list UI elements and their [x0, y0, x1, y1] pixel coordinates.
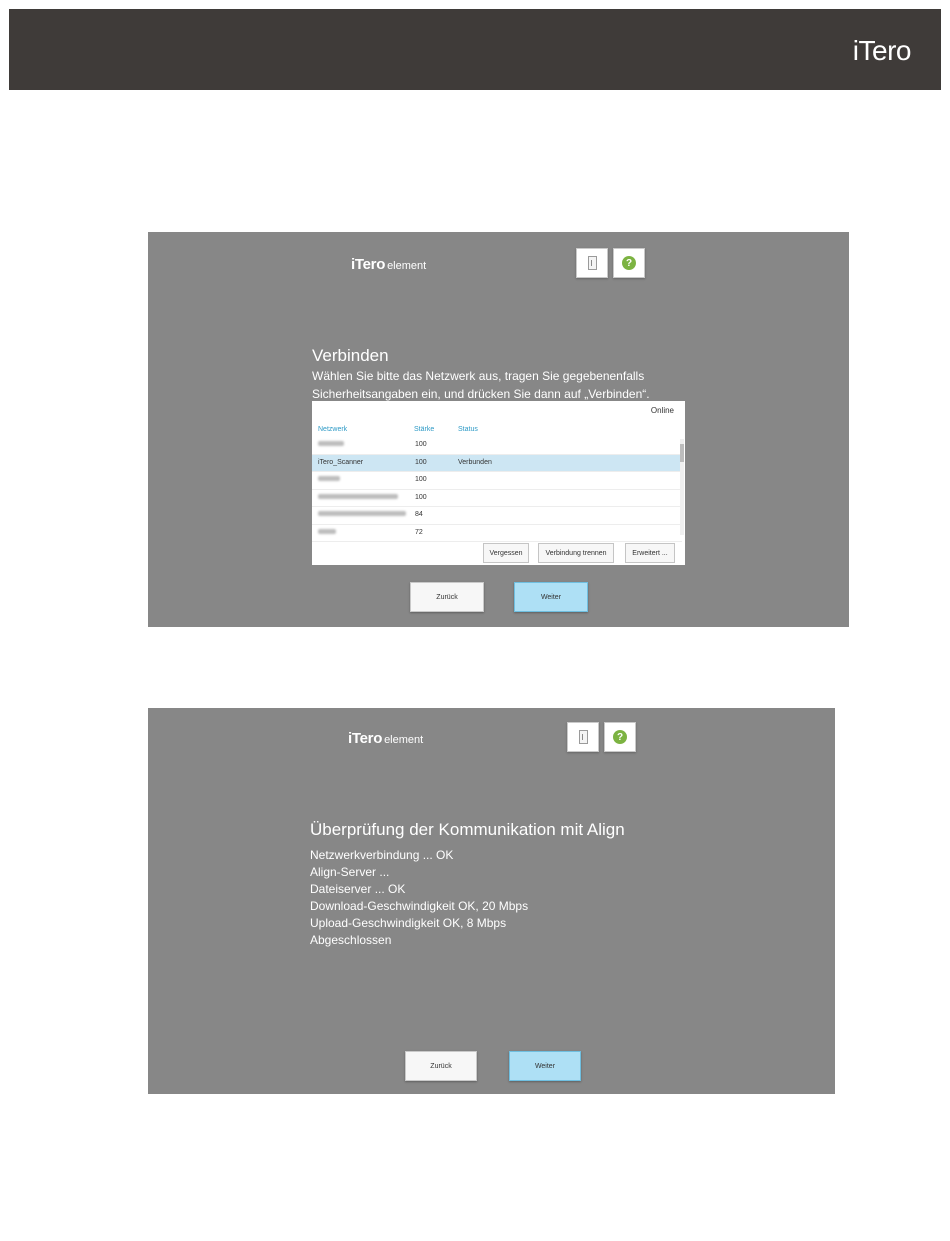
- header-bar: [9, 9, 941, 90]
- network-strength: 100: [415, 458, 427, 466]
- communication-check-screen: [148, 708, 835, 1094]
- scanner-button[interactable]: [576, 248, 608, 278]
- instruction-text: [312, 367, 650, 403]
- help-button[interactable]: [604, 722, 636, 752]
- scrollbar-thumb[interactable]: [680, 444, 684, 462]
- page-title: Überprüfung der Kommunikation mit Align: [310, 820, 625, 839]
- network-panel: [312, 401, 685, 565]
- forget-button[interactable]: Vergessen: [483, 543, 529, 563]
- network-name: iTero_Scanner: [318, 458, 364, 466]
- network-row[interactable]: [312, 507, 682, 525]
- back-button[interactable]: Zurück: [405, 1051, 477, 1081]
- network-strength: 72: [415, 528, 423, 536]
- network-row[interactable]: [312, 490, 682, 508]
- brand-sub: element: [387, 260, 427, 272]
- network-row[interactable]: [312, 472, 682, 490]
- brand-logo: [348, 730, 423, 748]
- network-strength: 100: [415, 476, 427, 483]
- network-row-selected[interactable]: [312, 455, 682, 473]
- scanner-icon: [588, 256, 597, 270]
- scanner-icon: [579, 730, 588, 744]
- network-name-blurred: [318, 476, 340, 481]
- instruction-line-2: Sicherheitsangaben ein, und drücken Sie dann auf „Verbinden“.: [312, 387, 650, 401]
- check-line: Dateiserver ... OK: [310, 882, 406, 896]
- network-table: [312, 437, 682, 542]
- check-line: Align-Server ...: [310, 865, 390, 879]
- connect-screen: [148, 232, 849, 627]
- check-line: Upload-Geschwindigkeit OK, 8 Mbps: [310, 916, 507, 930]
- network-status: Verbunden: [458, 458, 492, 466]
- next-button[interactable]: Weiter: [514, 582, 588, 612]
- check-line: Netzwerkverbindung ... OK: [310, 848, 454, 862]
- connection-status: Online: [650, 406, 674, 415]
- table-scrollbar[interactable]: [680, 439, 684, 535]
- instruction-line-1: Wählen Sie bitte das Netzwerk aus, tragen Sie gegebenenfalls: [312, 369, 645, 383]
- back-button[interactable]: Zurück: [410, 582, 484, 612]
- brand-logo: [351, 256, 426, 274]
- brand-mark: iTero: [351, 256, 386, 273]
- brand-sub: element: [384, 734, 424, 746]
- network-name-blurred: [318, 529, 336, 534]
- network-row[interactable]: [312, 437, 682, 455]
- network-name-blurred: [318, 494, 398, 499]
- disconnect-button[interactable]: Verbindung trennen: [538, 543, 614, 563]
- brand-mark: iTero: [348, 730, 383, 747]
- column-status: Status: [458, 426, 478, 433]
- check-line: Abgeschlossen: [310, 933, 392, 947]
- column-network: Netzwerk: [318, 426, 348, 433]
- next-button[interactable]: Weiter: [509, 1051, 581, 1081]
- help-icon: ?: [622, 256, 636, 270]
- check-results: [310, 847, 528, 949]
- network-name-blurred: [318, 511, 406, 516]
- help-icon: ?: [613, 730, 627, 744]
- network-row[interactable]: [312, 525, 682, 543]
- column-strength: Stärke: [414, 426, 435, 433]
- network-name-blurred: [318, 441, 344, 446]
- check-line: Download-Geschwindigkeit OK, 20 Mbps: [310, 899, 529, 913]
- scanner-button[interactable]: [567, 722, 599, 752]
- network-strength: 100: [415, 493, 427, 501]
- page-title: Verbinden: [312, 346, 389, 365]
- itero-logo: iTero: [852, 35, 911, 66]
- help-button[interactable]: [613, 248, 645, 278]
- network-strength: 84: [415, 511, 423, 518]
- advanced-button[interactable]: Erweitert ...: [625, 543, 675, 563]
- network-strength: 100: [415, 441, 427, 448]
